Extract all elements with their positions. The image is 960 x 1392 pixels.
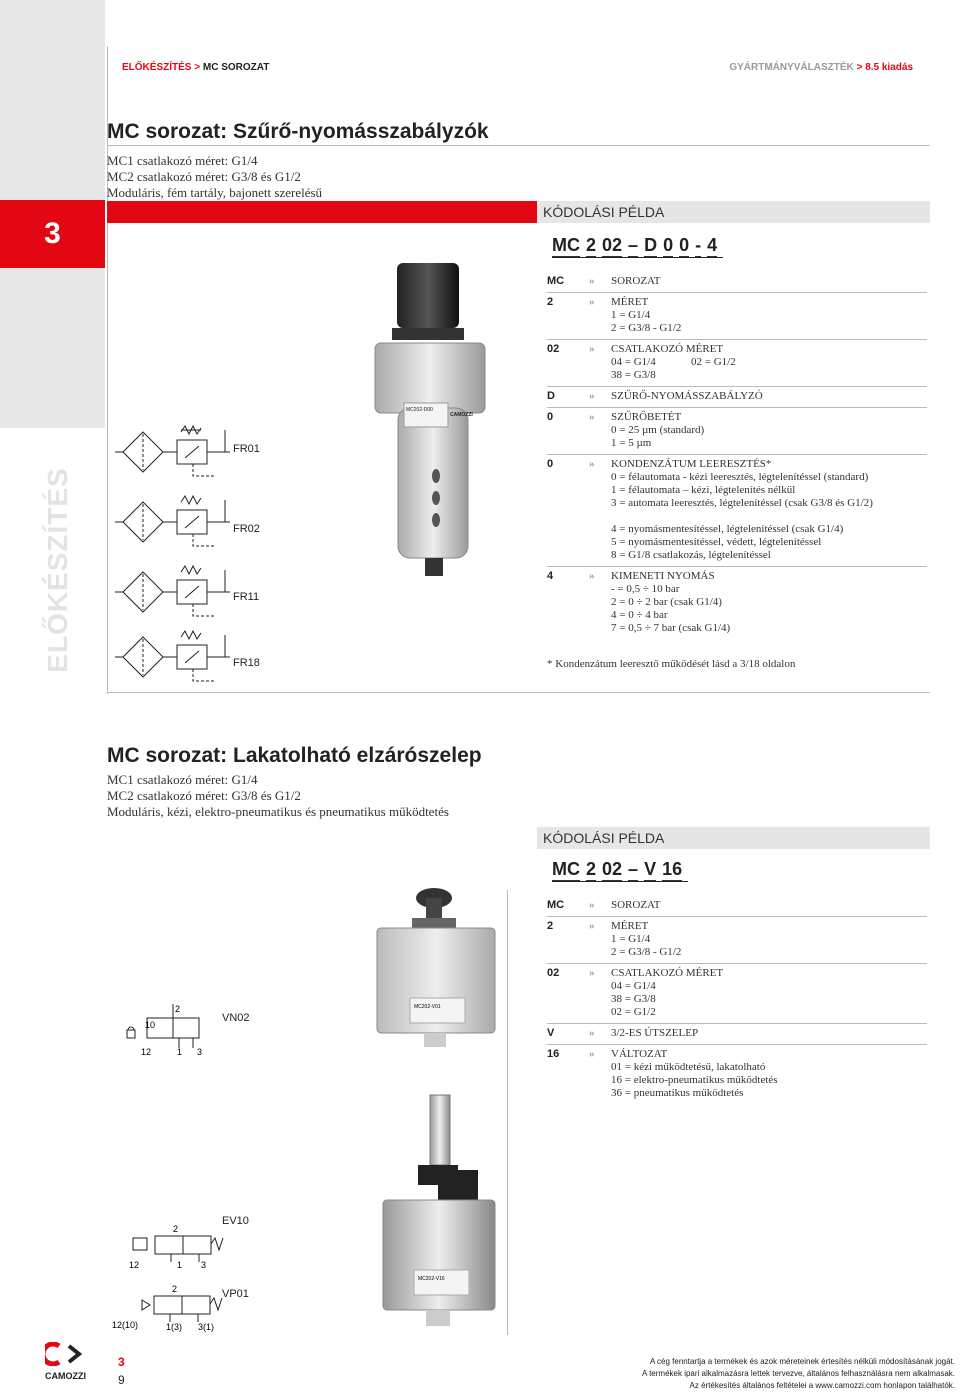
chevron-icon: » xyxy=(589,296,595,308)
chevron-icon: » xyxy=(589,411,595,423)
section2-title: MC sorozat: Lakatolható elzárószelep xyxy=(107,744,482,767)
coding-row xyxy=(547,386,927,407)
solenoid-valve-product-image xyxy=(378,1090,503,1335)
coding-example-header-2: KÓDOLÁSI PÉLDA xyxy=(537,827,930,849)
coding-row xyxy=(547,1023,927,1044)
coding-key: 0 xyxy=(547,411,554,423)
coding-row xyxy=(547,292,927,339)
edition-separator: > xyxy=(856,62,863,73)
coding-option: 2 = G3/8 - G1/2 xyxy=(611,946,682,958)
port-label: 2 xyxy=(172,1284,178,1294)
coding-head: KIMENETI NYOMÁS xyxy=(611,570,715,582)
coding-option: 8 = G1/8 csatlakozás, légtelenítéssel xyxy=(611,549,771,561)
port-label: 3 xyxy=(201,1260,207,1270)
coding-head: VÁLTOZAT xyxy=(611,1048,668,1060)
filter-regulator-symbol xyxy=(115,496,230,546)
code-part: V xyxy=(644,859,657,879)
coding-head: MÉRET xyxy=(611,920,649,932)
coding-example-header: KÓDOLÁSI PÉLDA xyxy=(537,201,930,223)
chevron-icon: » xyxy=(589,1027,595,1039)
coding-key: 0 xyxy=(547,458,554,470)
coding-option: 02 = G1/2 xyxy=(611,1006,656,1018)
symbol-label: FR02 xyxy=(233,523,260,535)
coding-row xyxy=(547,454,927,566)
coding-option: 1 = 5 µm xyxy=(611,437,652,449)
section2-line: MC1 csatlakozó méret: G1/4 xyxy=(107,772,258,787)
coding-key: 4 xyxy=(547,570,554,582)
symbol-label: EV10 xyxy=(222,1215,249,1227)
code-part: 16 xyxy=(662,859,683,879)
edition-label: 8.5 kiadás xyxy=(865,62,913,73)
coding-option: 3 = automata leeresztés, légtelenítéssel (csak G3/8 és G1/2) xyxy=(611,497,873,509)
camozzi-logo xyxy=(45,1342,97,1382)
port-label: 12 xyxy=(141,1047,152,1057)
code-part: MC xyxy=(552,235,580,255)
section1-title: MC sorozat: Szűrő-nyomásszabályzók xyxy=(107,120,489,143)
code-part: - xyxy=(695,235,702,255)
coding-option: 0 = félautomata - kézi leeresztés, légtelenítéssel (standard) xyxy=(611,471,869,483)
coding-key: 02 xyxy=(547,967,560,979)
coding-example-code-2 xyxy=(552,859,688,882)
port-label: 3(1) xyxy=(198,1322,215,1332)
port-label: 1 xyxy=(177,1047,183,1057)
code-part: 2 xyxy=(586,235,597,255)
footer-note: Az értékesítés általános feltételei a www.camozzi.com honlapon találhatók. xyxy=(689,1381,955,1390)
chevron-icon: » xyxy=(589,458,595,470)
section1-line: Moduláris, fém tartály, bajonett szerelésű xyxy=(107,185,323,200)
code-part: D xyxy=(644,235,658,255)
filter-regulator-symbol xyxy=(115,426,230,476)
coding-row xyxy=(547,272,927,292)
code-part: 2 xyxy=(586,859,597,879)
ev10-symbol xyxy=(115,1222,225,1272)
footer-notes xyxy=(642,1356,955,1392)
section1-red-bar xyxy=(107,201,537,223)
sidebar-gray-block-2 xyxy=(0,268,105,428)
footnote: * Kondenzátum leeresztő működését lásd a 3/18 oldalon xyxy=(547,658,796,670)
pneumatic-symbols xyxy=(115,420,285,685)
symbol-label: VN02 xyxy=(222,1012,250,1024)
coding-option: 01 = kézi működtetésű, lakatolható xyxy=(611,1061,766,1073)
chevron-icon: » xyxy=(589,275,595,287)
chevron-icon: » xyxy=(589,570,595,582)
coding-key: MC xyxy=(547,899,565,911)
filter-regulator-product-image xyxy=(370,258,520,583)
coding-option: 2 = G3/8 - G1/2 xyxy=(611,322,682,334)
code-part: – xyxy=(628,235,639,255)
lockable-valve-product-image xyxy=(372,878,507,1053)
page-number: 9 xyxy=(118,1373,125,1387)
coding-key: V xyxy=(547,1027,555,1039)
chevron-icon: » xyxy=(589,343,595,355)
coding-option: 36 = pneumatikus működtetés xyxy=(611,1087,744,1099)
section1-coding-table xyxy=(547,272,927,639)
page-section: 3 xyxy=(118,1355,125,1369)
coding-option: 4 = nyomásmentesítéssel, légtelenítéssel (csak G1/4) xyxy=(611,523,844,535)
coding-head: SZŰRŐBETÉT xyxy=(611,411,682,423)
camozzi-logo-icon xyxy=(45,1342,97,1366)
port-label: 1(3) xyxy=(166,1322,183,1332)
coding-key: 2 xyxy=(547,296,554,308)
section1-line: MC1 csatlakozó méret: G1/4 xyxy=(107,153,258,168)
coding-key: MC xyxy=(547,275,565,287)
catalog-name: GYÁRTMÁNYVÁLASZTÉK xyxy=(729,62,854,73)
port-label: 2 xyxy=(173,1224,179,1234)
sidebar-gray-block xyxy=(0,0,105,200)
coding-head: 3/2-ES ÚTSZELEP xyxy=(611,1027,699,1039)
coding-row xyxy=(547,339,927,386)
coding-option: 1 = G1/4 xyxy=(611,309,651,321)
coding-option: 38 = G3/8 xyxy=(611,993,656,1005)
section-divider xyxy=(107,692,930,693)
coding-row xyxy=(547,963,927,1023)
coding-key: 16 xyxy=(547,1048,560,1060)
coding-option: 0 = 25 µm (standard) xyxy=(611,424,705,436)
coding-option: 04 = G1/4 xyxy=(611,980,656,992)
coding-option: 04 = G1/4 xyxy=(611,356,656,368)
port-label: 1 xyxy=(177,1260,183,1270)
coding-option: 16 = elektro-pneumatikus működtetés xyxy=(611,1074,778,1086)
catalog-edition xyxy=(729,62,913,73)
code-part: 02 xyxy=(602,235,623,255)
coding-option: 38 = G3/8 xyxy=(611,369,656,381)
vp01-symbol xyxy=(110,1282,225,1332)
breadcrumb-current: MC SOROZAT xyxy=(202,62,270,73)
footer-note: A cég fenntartja a termékek és azok méreteinek értesítés nélküli módosításának jogát. xyxy=(649,1357,955,1366)
logo-text: CAMOZZI xyxy=(45,1371,86,1381)
breadcrumb xyxy=(122,62,269,73)
coding-option: 1 = félautomata – kézi, légtelenítés nélkül xyxy=(611,484,796,496)
product-label-text: MC202-D00 xyxy=(406,407,433,413)
symbol-label: FR18 xyxy=(233,657,260,669)
filter-regulator-symbol xyxy=(115,566,230,616)
code-part: MC xyxy=(552,859,580,879)
section2-line: Moduláris, kézi, elektro-pneumatikus és pneumatikus működtetés xyxy=(107,804,449,819)
section2-description xyxy=(107,772,449,820)
coding-row xyxy=(547,407,927,454)
coding-row xyxy=(547,896,927,916)
footer-note: A termékek ipari alkalmazásra lettek tervezve, általános felhasználásra nem alkalmasak. xyxy=(641,1369,955,1378)
product-brand-text: CAMOZZI xyxy=(450,412,473,418)
coding-example-code xyxy=(552,235,723,258)
coding-head: SOROZAT xyxy=(611,899,661,911)
chevron-icon: » xyxy=(589,967,595,979)
coding-key: 2 xyxy=(547,920,554,932)
symbol-label: VP01 xyxy=(222,1288,249,1300)
symbol-label: FR11 xyxy=(233,591,260,603)
coding-option: 1 = G1/4 xyxy=(611,933,651,945)
coding-head: SZŰRŐ-NYOMÁSSZABÁLYZÓ xyxy=(611,390,763,402)
chevron-icon: » xyxy=(589,899,595,911)
code-part: 0 xyxy=(679,235,690,255)
title-underline xyxy=(107,145,930,146)
coding-option: 02 = G1/2 xyxy=(691,356,736,368)
section1-description xyxy=(107,153,322,201)
coding-head: SOROZAT xyxy=(611,275,661,287)
product-label-text: MC202-V16 xyxy=(418,1276,445,1282)
code-part: 02 xyxy=(602,859,623,879)
chevron-icon: » xyxy=(589,920,595,932)
port-label: 2 xyxy=(175,1004,181,1014)
code-part: 4 xyxy=(707,235,718,255)
coding-option: 2 = 0 ÷ 2 bar (csak G1/4) xyxy=(611,596,722,608)
coding-head: KONDENZÁTUM LEERESZTÉS* xyxy=(611,458,772,470)
coding-head: MÉRET xyxy=(611,296,649,308)
coding-option: - = 0,5 ÷ 10 bar xyxy=(611,583,680,595)
section-number: 3 xyxy=(44,217,61,250)
port-label: 3 xyxy=(197,1047,203,1057)
coding-option xyxy=(611,510,927,523)
chevron-icon: » xyxy=(589,1048,595,1060)
breadcrumb-section[interactable]: ELŐKÉSZÍTÉS > xyxy=(122,62,201,73)
coding-option: 7 = 0,5 ÷ 7 bar (csak G1/4) xyxy=(611,622,731,634)
coding-head: CSATLAKOZÓ MÉRET xyxy=(611,343,724,355)
coding-option: 4 = 0 ÷ 4 bar xyxy=(611,609,668,621)
section2-line: MC2 csatlakozó méret: G3/8 és G1/2 xyxy=(107,788,301,803)
coding-key: D xyxy=(547,390,555,402)
code-part: 0 xyxy=(663,235,674,255)
filter-regulator-symbol xyxy=(115,631,230,681)
coding-head: CSATLAKOZÓ MÉRET xyxy=(611,967,724,979)
section2-divider xyxy=(507,890,508,1335)
coding-option: 5 = nyomásmentesítéssel, védett, légtelenítéssel xyxy=(611,536,822,548)
port-label: 12(10) xyxy=(112,1320,139,1330)
port-label: 12 xyxy=(129,1260,140,1270)
port-label: 10 xyxy=(145,1020,156,1030)
section2-coding-table xyxy=(547,896,927,1104)
chevron-icon: » xyxy=(589,390,595,402)
sidebar-vertical-label: ELŐKÉSZÍTÉS xyxy=(42,467,73,673)
coding-row xyxy=(547,566,927,639)
vn02-symbol xyxy=(115,1000,225,1060)
coding-row xyxy=(547,1044,927,1104)
coding-row xyxy=(547,916,927,963)
product-label-text: MC202-V01 xyxy=(414,1004,441,1010)
coding-key: 02 xyxy=(547,343,560,355)
symbol-label: FR01 xyxy=(233,443,260,455)
section1-line: MC2 csatlakozó méret: G3/8 és G1/2 xyxy=(107,169,301,184)
code-part: – xyxy=(628,859,639,879)
